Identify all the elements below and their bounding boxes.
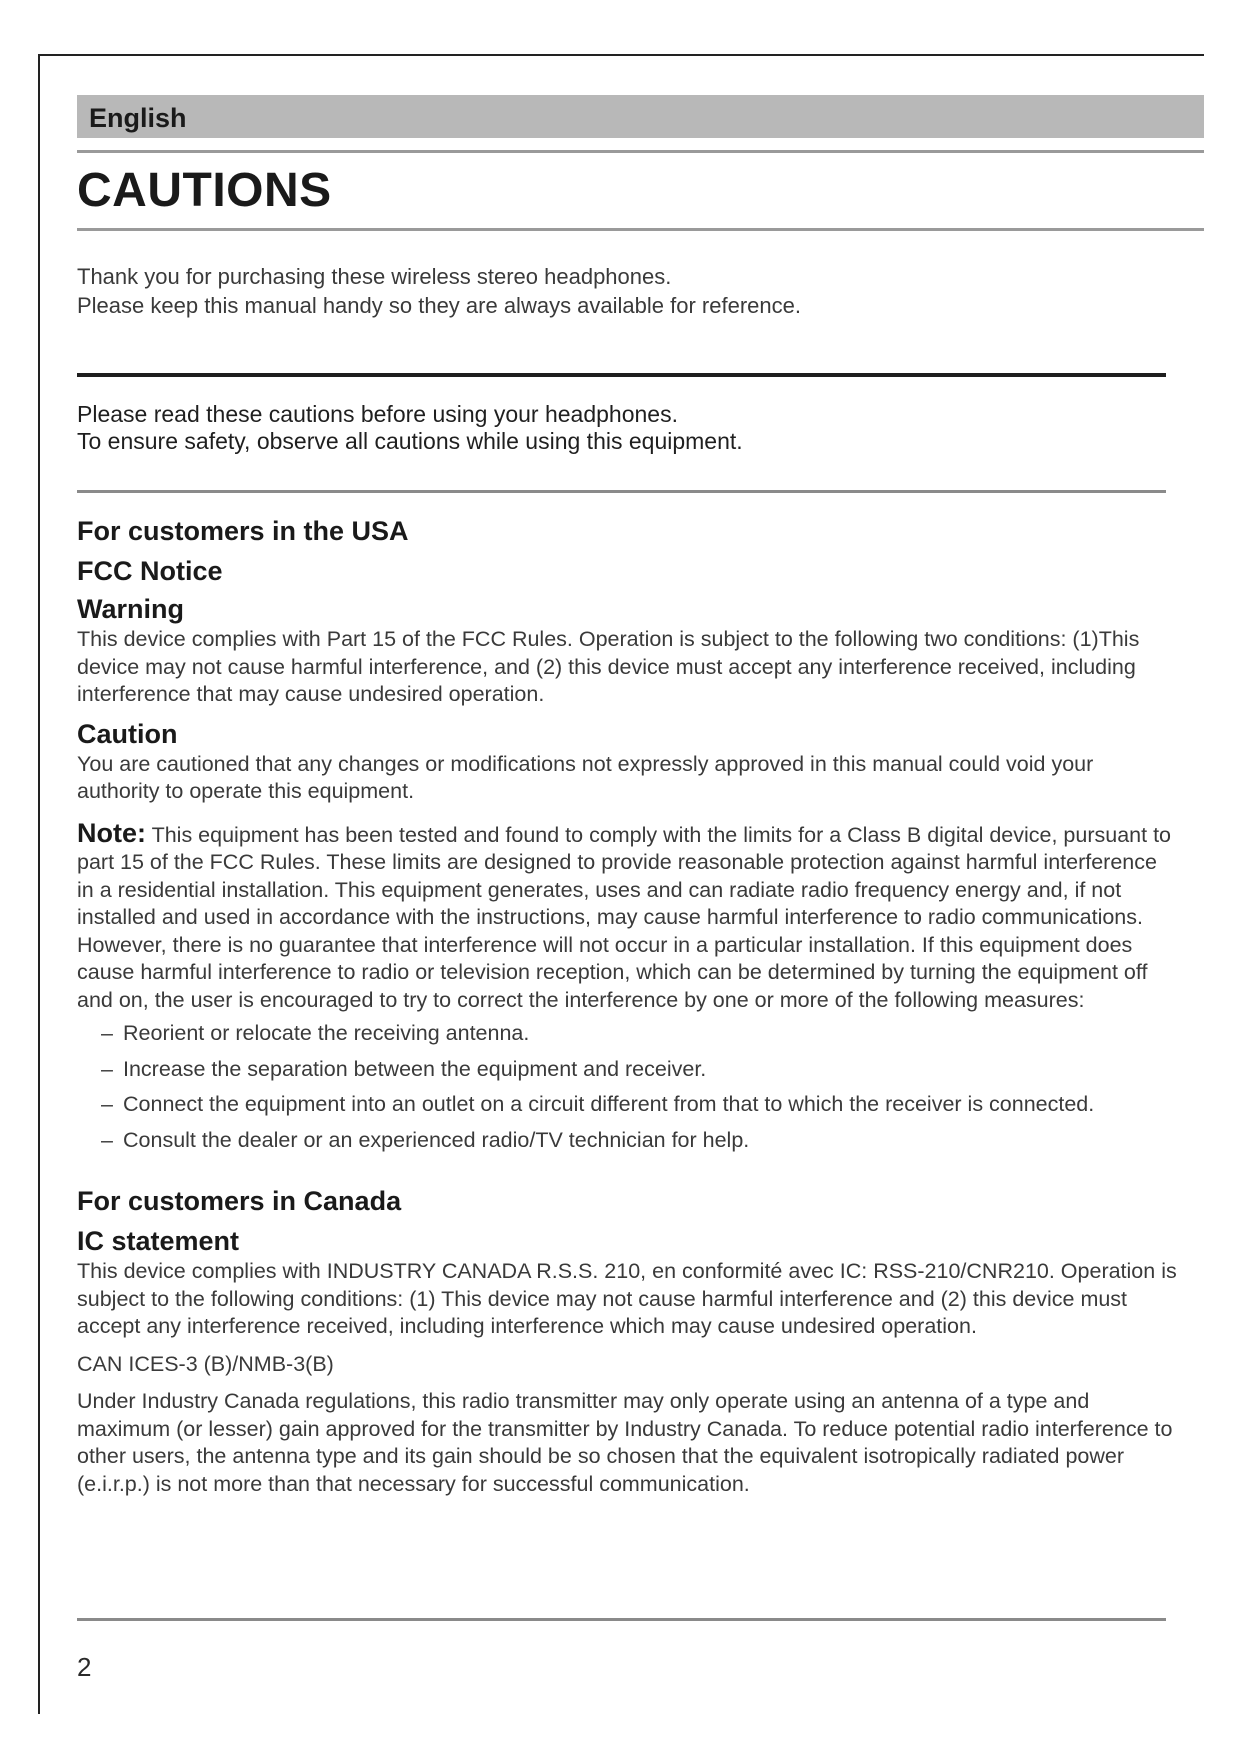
language-bar — [77, 95, 1204, 138]
measures-list — [77, 1020, 1177, 1154]
fcc-heading: FCC Notice — [77, 556, 223, 586]
divider — [77, 490, 1166, 493]
list-item: – Reorient or relocate the receiving antenna. — [101, 1021, 530, 1045]
note-paragraph — [77, 817, 1177, 1015]
usa-heading: For customers in the USA — [77, 516, 409, 546]
main-content — [77, 514, 1177, 1498]
note-label: Note: — [77, 817, 146, 848]
canada-heading: For customers in Canada — [77, 1186, 402, 1216]
caution-text: You are cautioned that any changes or modifications not expressly approved in this manual could void your authority to operate this equipment. — [77, 751, 1094, 803]
note-text: This equipment has been tested and found to comply with the limits for a Class B digital device, pursuant to part 15 of the FCC Rules. These limits are designed to provide reasonable protection against harmful interference in a residential installation. This equipment generates, uses and can radiate radio frequency energy and, if not installed and used in accordance with the instructions, may cause harmful interference to radio communications. However, there is no guarantee that interference will not occur in a particular installation. If this equipment does cause harmful interference to radio or television reception, which can be determined by turning the equipment off and on, the user is encouraged to try to correct the interference by one or more of the following measures: — [77, 822, 1172, 1012]
warning-text: This device complies with Part 15 of the FCC Rules. Operation is subject to the following two conditions: (1)This device may not cause harmful interference, and (2) this device must accept any interference received, including interference that may cause undesired operation. — [77, 627, 1140, 706]
antenna-text: Under Industry Canada regulations, this radio transmitter may only operate using an antenna of a type and maximum (or lesser) gain approved for the transmitter by Industry Canada. To reduce potential radio interference to other users, the antenna type and its gain should be so chosen that the equivalent isotropically radiated power (e.i.r.p.) is not more than that necessary for successful communication. — [77, 1389, 1173, 1496]
read-cautions-notice: Please read these cautions before using your headphones. To ensure safety, observe all cautions while using this equipment. — [77, 401, 743, 454]
list-item: – Consult the dealer or an experienced radio/TV technician for help. — [101, 1127, 750, 1152]
divider — [77, 1618, 1166, 1621]
ic-text: This device complies with INDUSTRY CANADA R.S.S. 210, en conformité avec IC: RSS-210/CNR210. Operation is subject to the following conditions: (1) This device may not cause harmful interference and (2) this device must accept any interference received, including interference which may cause undesired operation. — [77, 1259, 1177, 1338]
ices-label: CAN ICES-3 (B)/NMB-3(B) — [77, 1351, 334, 1376]
page-frame-left — [38, 54, 40, 1714]
list-item: – Increase the separation between the equipment and receiver. — [101, 1056, 707, 1081]
page-frame-top — [38, 54, 1204, 56]
ic-heading: IC statement — [77, 1226, 240, 1256]
divider — [77, 228, 1204, 231]
caution-heading: Caution — [77, 718, 178, 749]
divider — [77, 150, 1204, 153]
intro-text: Thank you for purchasing these wireless stereo headphones. Please keep this manual handy so they are always available for reference. — [77, 264, 801, 318]
language-label: English — [89, 103, 187, 133]
list-item: – Connect the equipment into an outlet on a circuit different from that to which the receiver is connected. — [101, 1092, 1095, 1116]
warning-heading: Warning — [77, 594, 184, 624]
divider-strong — [77, 373, 1166, 377]
page-number: 2 — [77, 1652, 92, 1682]
page-title: CAUTIONS — [77, 164, 332, 217]
